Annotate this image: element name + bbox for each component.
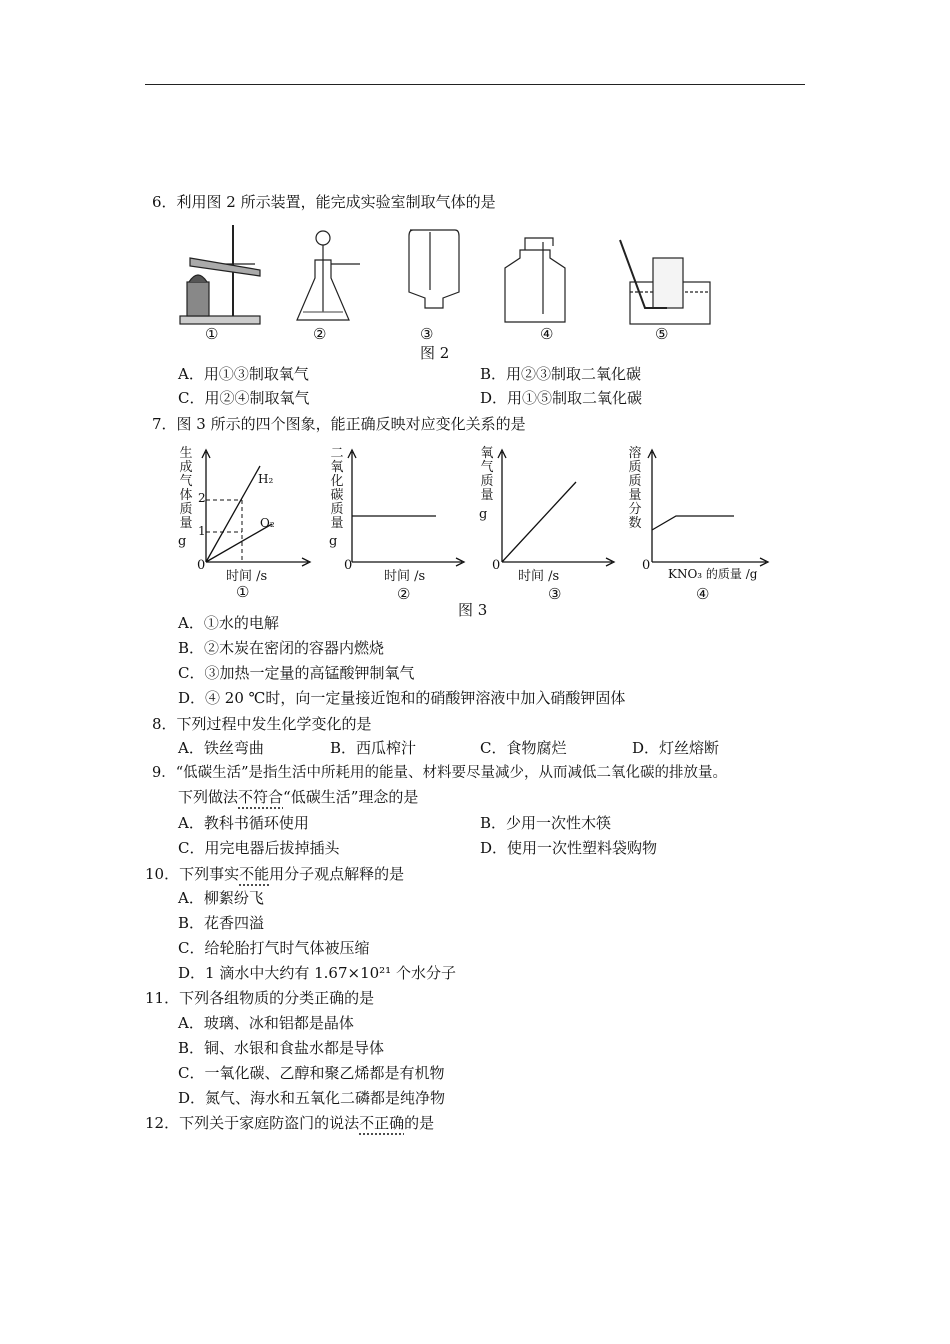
apparatus-label-4: ④: [540, 325, 554, 343]
graph3: [492, 450, 617, 570]
q6-option-c: C．用②④制取氧气: [178, 389, 310, 407]
q8-option-a: A．铁丝弯曲: [178, 739, 264, 757]
graph1-series-o2: O₂: [260, 516, 275, 530]
q9-emphasis: 不符合: [238, 788, 284, 806]
q11-option-d: D．氮气、海水和五氧化二磷都是纯净物: [178, 1089, 446, 1107]
q8-option-c: C．食物腐烂: [480, 739, 567, 757]
apparatus-4-drawing: [505, 238, 565, 322]
graph1-xlabel: 时间 /s: [226, 569, 268, 584]
graph1-ylabel: 生成气体质量: [179, 446, 193, 531]
graph2-number: ②: [397, 585, 411, 603]
apparatus-label-5: ⑤: [655, 325, 669, 343]
graph1-origin: 0: [197, 558, 206, 573]
apparatus-1-drawing: [180, 225, 260, 324]
graph4-ylabel: 溶质质量分数: [628, 446, 642, 531]
graph1-series-h2: H₂: [258, 472, 274, 486]
q10-option-b: B．花香四溢: [178, 914, 265, 932]
graph2-ylabel: 二氧化碳质量: [330, 446, 344, 531]
apparatus-5-drawing: [620, 240, 710, 324]
q9-option-d: D．使用一次性塑料袋购物: [480, 839, 658, 857]
q7-option-b: B．②木炭在密闭的容器内燃烧: [178, 639, 385, 657]
figure-2-caption: 图 2: [420, 344, 450, 362]
q7-option-a: A．①水的电解: [178, 614, 279, 632]
q8-stem: 8．下列过程中发生化学变化的是: [152, 715, 372, 733]
q8-option-b: B．西瓜榨汁: [330, 739, 417, 757]
q8-option-d: D．灯丝熔断: [632, 739, 720, 757]
apparatus-3-drawing: [409, 230, 459, 308]
q6-option-d: D．用①⑤制取二氧化碳: [480, 389, 643, 407]
graph1-yunit: g: [178, 534, 187, 549]
graph3-xlabel: 时间 /s: [518, 569, 560, 584]
graph4-number: ④: [696, 585, 710, 603]
graph1-tick-1: 1: [198, 524, 206, 538]
apparatus-label-3: ③: [420, 325, 434, 343]
q12-stem: 12．下列关于家庭防盗门的说法不正确的是: [145, 1114, 435, 1132]
graph2-xlabel: 时间 /s: [384, 569, 426, 584]
q10-stem: 10．下列事实不能用分子观点解释的是: [145, 865, 405, 883]
q7-option-c: C．③加热一定量的高锰酸钾制氧气: [178, 664, 415, 682]
q11-option-a: A．玻璃、冰和铝都是晶体: [178, 1014, 354, 1032]
q10-emphasis: 不能: [239, 865, 270, 883]
graph4: [640, 450, 770, 570]
q6-option-b: B．用②③制取二氧化碳: [480, 365, 642, 383]
q11-option-c: C．一氧化碳、乙醇和聚乙烯都是有机物: [178, 1064, 445, 1082]
q9-option-c: C．用完电器后拔掉插头: [178, 839, 340, 857]
q11-option-b: B．铜、水银和食盐水都是导体: [178, 1039, 385, 1057]
graph1-tick-2: 2: [198, 491, 206, 505]
q6-stem: 6．利用图 2 所示装置，能完成实验室制取气体的是: [152, 193, 496, 211]
graph4-xlabel: KNO₃ 的质量 /g: [668, 567, 758, 581]
apparatus-figure: [175, 220, 715, 330]
apparatus-2-drawing: [297, 231, 360, 320]
graph1-number: ①: [236, 583, 250, 601]
q12-emphasis: 不正确: [359, 1114, 405, 1132]
q10-option-c: C．给轮胎打气时气体被压缩: [178, 939, 370, 957]
q6-option-a: A．用①③制取氧气: [178, 365, 309, 383]
q9-stem-line1: 9．“低碳生活”是指生活中所耗用的能量、材料要尽量减少，从而减低二氧化碳的排放量。: [152, 765, 728, 781]
q9-option-a: A．教科书循环使用: [178, 814, 309, 832]
q7-option-d: D．④ 20 ℃时，向一定量接近饱和的硝酸钾溶液中加入硝酸钾固体: [178, 689, 626, 707]
graph3-origin: 0: [492, 558, 501, 573]
graph2-yunit: g: [329, 534, 338, 549]
header-rule: [145, 84, 805, 85]
apparatus-label-1: ①: [205, 325, 219, 343]
q9-option-b: B．少用一次性木筷: [480, 814, 612, 832]
graph3-yunit: g: [479, 507, 488, 522]
graph4-origin: 0: [642, 558, 651, 573]
q11-stem: 11．下列各组物质的分类正确的是: [145, 989, 375, 1007]
graph1: [190, 450, 310, 570]
q10-option-a: A．柳絮纷飞: [178, 889, 264, 907]
figure-3-caption: 图 3: [458, 601, 488, 619]
graph3-ylabel: 氧气质量: [480, 446, 494, 503]
graph3-number: ③: [548, 585, 562, 603]
graph2: [340, 450, 465, 570]
q10-option-d: D．1 滴水中大约有 1.67×10²¹ 个水分子: [178, 964, 456, 982]
q9-stem-line2: 下列做法不符合“低碳生活”理念的是: [178, 788, 419, 806]
apparatus-label-2: ②: [313, 325, 327, 343]
graph2-origin: 0: [344, 558, 353, 573]
q7-stem: 7．图 3 所示的四个图象，能正确反映对应变化关系的是: [152, 415, 526, 433]
